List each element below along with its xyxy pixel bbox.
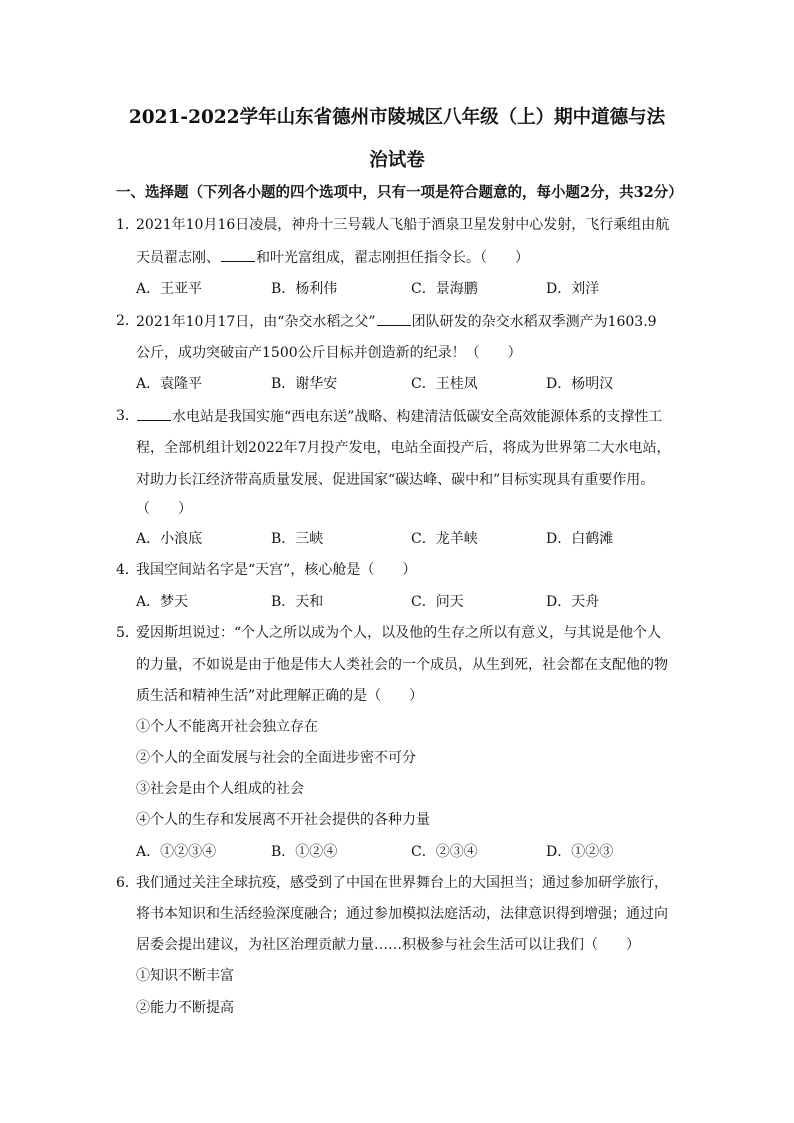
question-4-option-d: D．天舟 <box>546 594 600 610</box>
question-1-option-c: C．景海鹏 <box>411 281 478 297</box>
question-1-option-a: A．王亚平 <box>136 281 203 297</box>
question-1-text-b: 和叶光富组成，翟志刚担任指令长。（ ） <box>256 250 529 266</box>
question-2-number: 2． <box>116 313 139 329</box>
question-2-option-a: A．袁隆平 <box>136 376 203 392</box>
question-4-line1: 我国空间站名字是“天宫”，核心舱是（ ） <box>136 562 417 578</box>
question-4-option-a: A．梦天 <box>136 594 189 610</box>
question-2-option-c: C．王桂凤 <box>411 376 478 392</box>
question-3-option-d: D．白鹤滩 <box>546 531 614 547</box>
question-2-option-b: B．谢华安 <box>271 376 338 392</box>
question-3-option-a: A．小浪底 <box>136 531 203 547</box>
question-6-item-2: ②能力不断提高 <box>136 1000 234 1016</box>
question-6-line2: 将书本知识和生活经验深度融合；通过参加模拟法庭活动，法律意识得到增强；通过向 <box>136 906 668 922</box>
section-heading: 一、选择题（下列各小题的四个选项中，只有一项是符合题意的，每小题2分，共32分） <box>116 184 683 201</box>
fill-blank <box>377 311 411 326</box>
question-6-number: 6． <box>116 875 139 891</box>
fill-blank <box>137 406 171 421</box>
question-1-line2 <box>136 247 529 268</box>
question-2-line1 <box>136 311 657 332</box>
question-5-option-d: D．①②③ <box>546 844 614 860</box>
question-4-number: 4． <box>116 562 139 578</box>
question-5-item-4: ④个人的生存和发展离不开社会提供的各种力量 <box>136 812 430 828</box>
question-5-item-1: ①个人不能离开社会独立存在 <box>136 719 318 735</box>
question-3-option-c: C．龙羊峡 <box>411 531 478 547</box>
question-4-option-b: B．天和 <box>271 594 324 610</box>
question-3-number: 3． <box>116 408 139 424</box>
question-5-option-c: C．②③④ <box>411 844 478 860</box>
question-6-line1: 我们通过关注全球抗疫，感受到了中国在世界舞台上的大国担当；通过参加研学旅行， <box>136 875 668 891</box>
question-2-line2: 公斤，成功突破亩产1500公斤目标并创造新的纪录！（ ） <box>136 345 522 361</box>
question-3-line2: 程，全部机组计划2022年7月投产发电，电站全面投产后，将成为世界第二大水电站， <box>136 440 671 456</box>
question-6-line3: 居委会提出建议，为社区治理贡献力量……积极参与社会生活可以让我们（ ） <box>136 937 640 953</box>
fill-blank <box>221 247 255 262</box>
question-5-option-a: A．①②③④ <box>136 844 217 860</box>
question-3-option-b: B．三峡 <box>271 531 324 547</box>
question-5-line2: 的力量，不如说是由于他是伟大人类社会的一个成员，从生到死，社会都在支配他的物 <box>136 657 668 673</box>
question-5-number: 5． <box>116 625 139 641</box>
question-2-option-d: D．杨明汉 <box>546 376 614 392</box>
question-3-line4: （ ） <box>136 501 192 517</box>
question-6-item-1: ①知识不断丰富 <box>136 968 234 984</box>
question-1-option-b: B．杨利伟 <box>271 281 338 297</box>
question-4-option-c: C．问天 <box>411 594 464 610</box>
question-1-line1: 2021年10月16日凌晨，神舟十三号载人飞船于酒泉卫星发射中心发射，飞行乘组由航 <box>136 217 670 233</box>
question-5-line1: 爱因斯坦说过：“个人之所以成为个人，以及他的生存之所以有意义，与其说是他个人 <box>136 625 662 641</box>
question-2-text-a: 2021年10月17日，由“杂交水稻之父” <box>136 314 376 330</box>
question-3-line1 <box>136 406 662 427</box>
question-1-number: 1． <box>116 217 139 233</box>
question-1-option-d: D．刘洋 <box>546 281 600 297</box>
question-3-line3: 对助力长江经济带高质量发展、促进国家“碳达峰、碳中和”目标实现具有重要作用。 <box>136 472 655 488</box>
question-3-text-b: 水电站是我国实施“西电东送”战略、构建清洁低碳安全高效能源体系的支撑性工 <box>172 409 663 425</box>
question-5-option-b: B．①②④ <box>271 844 338 860</box>
exam-title-line2: 治试卷 <box>369 150 425 171</box>
question-5-item-2: ②个人的全面发展与社会的全面进步密不可分 <box>136 750 416 766</box>
question-5-line3: 质生活和精神生活”对此理解正确的是（ ） <box>136 688 424 704</box>
exam-title-line1: 2021-2022学年山东省德州市陵城区八年级（上）期中道德与法 <box>128 107 666 128</box>
question-5-item-3: ③社会是由个人组成的社会 <box>136 781 304 797</box>
question-2-text-b: 团队研发的杂交水稻双季测产为1603.9 <box>411 314 657 330</box>
question-1-text-a: 天员翟志刚、 <box>136 250 220 266</box>
